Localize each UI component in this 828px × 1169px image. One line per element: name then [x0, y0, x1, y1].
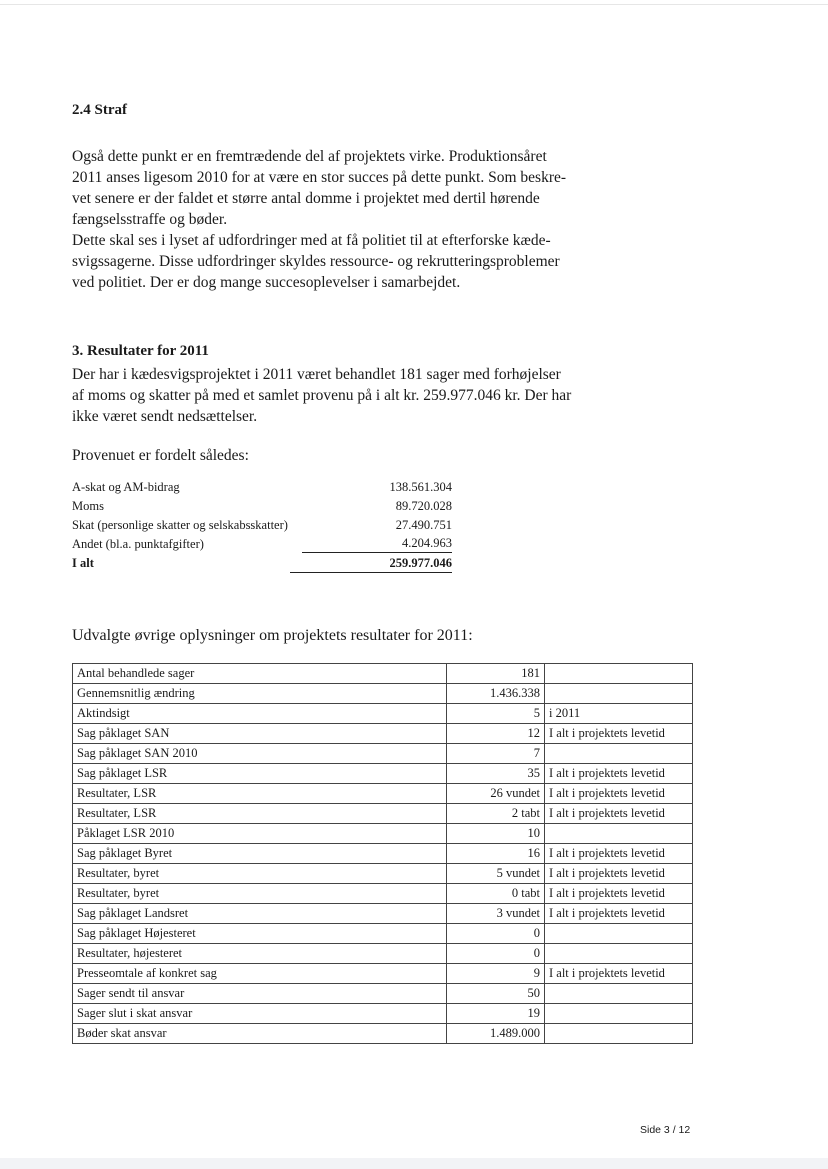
paragraph-line: af moms og skatter på med et samlet provenu på i alt kr. 259.977.046 kr. Der har [72, 387, 572, 404]
row-value-cell: 5 vundet [447, 864, 545, 884]
row-value-cell: 181 [447, 664, 545, 684]
table-row [73, 784, 693, 804]
revenue-breakdown [72, 478, 452, 573]
row-label-cell: Presseomtale af konkret sag [73, 964, 447, 984]
table-row [73, 744, 693, 764]
row-value-cell: 10 [447, 824, 545, 844]
row-label-cell: Gennemsnitlig ændring [73, 684, 447, 704]
row-label-cell: Resultater, højesteret [73, 944, 447, 964]
row-note-cell: I alt i projektets levetid [545, 864, 693, 884]
paragraph-line: svigssagerne. Disse udfordringer skyldes ressource- og rekrutteringsproblemer [72, 253, 560, 270]
row-label-cell: Sag påklaget Byret [73, 844, 447, 864]
section-2-4-paragraph [72, 146, 652, 293]
row-label-cell: Sager slut i skat ansvar [73, 1004, 447, 1024]
other-info-intro-text: Udvalgte øvrige oplysninger om projektets resultater for 2011: [72, 627, 473, 644]
table-row [73, 844, 693, 864]
row-value-cell: 26 vundet [447, 784, 545, 804]
top-edge-line [0, 4, 828, 5]
table-row [73, 824, 693, 844]
table-row [73, 684, 693, 704]
revenue-label: Skat (personlige skatter og selskabsskatter) [72, 518, 288, 532]
table-row [73, 964, 693, 984]
row-label-cell: Sag påklaget LSR [73, 764, 447, 784]
row-value-cell: 1.436.338 [447, 684, 545, 704]
table-row [73, 664, 693, 684]
table-row [73, 924, 693, 944]
row-value-cell: 50 [447, 984, 545, 1004]
paragraph-line: fængselsstraffe og bøder. [72, 211, 228, 228]
paragraph-line: vet senere er der faldet et større antal domme i projektet med dertil hørende [72, 190, 540, 207]
section-3-paragraph [72, 364, 652, 427]
row-value-cell: 0 tabt [447, 884, 545, 904]
row-note-cell [545, 984, 693, 1004]
results-table-body [73, 664, 693, 1044]
row-note-cell [545, 744, 693, 764]
row-value-cell: 19 [447, 1004, 545, 1024]
revenue-label: Andet (bl.a. punktafgifter) [72, 537, 204, 551]
row-value-cell: 7 [447, 744, 545, 764]
other-info-intro [72, 625, 652, 646]
row-note-cell: i 2011 [545, 704, 693, 724]
distribution-intro [72, 445, 652, 466]
revenue-row [72, 535, 452, 554]
revenue-value: 138.561.304 [389, 480, 452, 494]
row-label-cell: Resultater, byret [73, 884, 447, 904]
row-note-cell: I alt i projektets levetid [545, 764, 693, 784]
distribution-intro-text: Provenuet er fordelt således: [72, 447, 249, 464]
row-value-cell: 5 [447, 704, 545, 724]
row-note-cell: I alt i projektets levetid [545, 844, 693, 864]
paragraph-line: Dette skal ses i lyset af udfordringer med at få politiet til at efterforske kæde- [72, 232, 551, 249]
row-label-cell: Sag påklaget SAN [73, 724, 447, 744]
row-value-cell: 3 vundet [447, 904, 545, 924]
row-value-cell: 9 [447, 964, 545, 984]
row-label-cell: Sag påklaget SAN 2010 [73, 744, 447, 764]
row-label-cell: Påklaget LSR 2010 [73, 824, 447, 844]
revenue-row [72, 516, 452, 535]
row-note-cell: I alt i projektets levetid [545, 724, 693, 744]
paragraph-line: 2011 anses ligesom 2010 for at være en stor succes på dette punkt. Som beskre- [72, 169, 567, 186]
row-label-cell: Bøder skat ansvar [73, 1024, 447, 1044]
row-label-cell: Resultater, LSR [73, 784, 447, 804]
row-label-cell: Aktindsigt [73, 704, 447, 724]
row-label-cell: Sag påklaget Højesteret [73, 924, 447, 944]
row-value-cell: 0 [447, 944, 545, 964]
results-table [72, 663, 693, 1044]
paragraph-line: ved politiet. Der er dog mange succesoplevelser i samarbejdet. [72, 274, 461, 291]
revenue-label: A-skat og AM-bidrag [72, 480, 180, 494]
row-value-cell: 0 [447, 924, 545, 944]
revenue-total-label: I alt [72, 556, 94, 570]
row-note-cell: I alt i projektets levetid [545, 964, 693, 984]
revenue-row [72, 497, 452, 516]
page-number: Side 3 / 12 [640, 1124, 691, 1136]
revenue-value: 89.720.028 [395, 499, 452, 513]
row-note-cell [545, 924, 693, 944]
row-value-cell: 35 [447, 764, 545, 784]
table-row [73, 904, 693, 924]
row-note-cell [545, 824, 693, 844]
row-label-cell: Resultater, LSR [73, 804, 447, 824]
row-note-cell: I alt i projektets levetid [545, 804, 693, 824]
revenue-label: Moms [72, 499, 104, 513]
table-row [73, 944, 693, 964]
table-row [73, 764, 693, 784]
table-row [73, 804, 693, 824]
row-label-cell: Sager sendt til ansvar [73, 984, 447, 1004]
table-row [73, 724, 693, 744]
table-row [73, 864, 693, 884]
row-note-cell: I alt i projektets levetid [545, 784, 693, 804]
section-3-heading: 3. Resultater for 2011 [72, 343, 209, 359]
revenue-row [72, 478, 452, 497]
table-row [73, 1004, 693, 1024]
row-value-cell: 2 tabt [447, 804, 545, 824]
revenue-value: 27.490.751 [395, 518, 452, 532]
row-note-cell [545, 1004, 693, 1024]
table-row [73, 884, 693, 904]
row-note-cell: I alt i projektets levetid [545, 904, 693, 924]
paragraph-line: ikke været sendt nedsættelser. [72, 408, 258, 425]
row-value-cell: 12 [447, 724, 545, 744]
table-row [73, 984, 693, 1004]
paragraph-line: Også dette punkt er en fremtrædende del af projektets virke. Produktionsåret [72, 148, 547, 165]
row-label-cell: Antal behandlede sager [73, 664, 447, 684]
row-label-cell: Resultater, byret [73, 864, 447, 884]
revenue-total-value: 259.977.046 [290, 554, 453, 573]
paragraph-line: Der har i kædesvigsprojektet i 2011 været behandlet 181 sager med forhøjelser [72, 366, 561, 383]
revenue-total-row [72, 554, 452, 573]
section-2-4-heading: 2.4 Straf [72, 102, 127, 118]
row-note-cell [545, 944, 693, 964]
row-note-cell [545, 1024, 693, 1044]
row-label-cell: Sag påklaget Landsret [73, 904, 447, 924]
row-note-cell: I alt i projektets levetid [545, 884, 693, 904]
table-row [73, 1024, 693, 1044]
revenue-value: 4.204.963 [302, 535, 452, 553]
bottom-edge-band [0, 1158, 828, 1169]
row-note-cell [545, 684, 693, 704]
row-value-cell: 16 [447, 844, 545, 864]
row-value-cell: 1.489.000 [447, 1024, 545, 1044]
row-note-cell [545, 664, 693, 684]
table-row [73, 704, 693, 724]
